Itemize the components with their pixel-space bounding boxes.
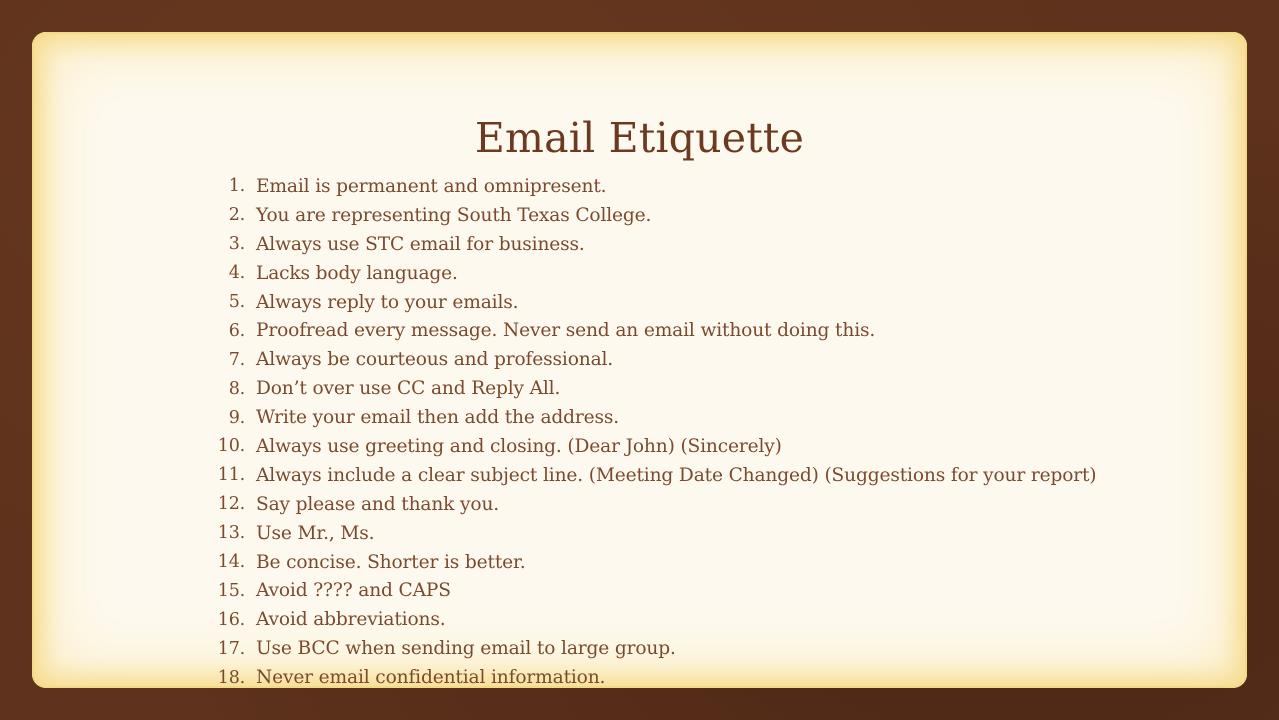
list-item-number: 10. xyxy=(217,436,245,457)
list-item xyxy=(202,259,1096,288)
etiquette-list xyxy=(202,172,1096,688)
list-item xyxy=(202,345,1096,374)
list-item xyxy=(202,374,1096,403)
list-item-number: 1. xyxy=(228,176,245,197)
list-item-number: 18. xyxy=(217,667,245,688)
list-item xyxy=(202,605,1096,634)
list-item-text: Always be courteous and professional. xyxy=(256,349,614,371)
list-item-number: 14. xyxy=(217,552,245,573)
list-item-text: Use Mr., Ms. xyxy=(256,522,375,544)
list-item-text: Write your email then add the address. xyxy=(256,407,620,429)
list-item xyxy=(202,201,1096,230)
list-item-text: Always use greeting and closing. (Dear John) (Sincerely) xyxy=(256,435,782,457)
slide-title: Email Etiquette xyxy=(474,114,805,162)
list-item-text: You are representing South Texas College. xyxy=(256,204,652,226)
list-item-text: Email is permanent and omnipresent. xyxy=(256,175,607,197)
list-item-text: Don’t over use CC and Reply All. xyxy=(256,378,561,400)
list-item xyxy=(202,461,1096,490)
list-item-number: 6. xyxy=(228,320,245,341)
list-item-number: 12. xyxy=(217,494,245,515)
list-item-number: 8. xyxy=(228,378,245,399)
list-item xyxy=(202,490,1096,519)
list-item-text: Avoid abbreviations. xyxy=(256,609,446,631)
list-item xyxy=(202,172,1096,201)
list-item-number: 5. xyxy=(228,292,245,312)
list-item-number: 7. xyxy=(228,349,245,370)
list-item-text: Always use STC email for business. xyxy=(256,233,585,255)
list-item-number: 16. xyxy=(217,609,245,630)
list-item-number: 13. xyxy=(217,523,245,544)
list-item xyxy=(202,432,1096,461)
list-item-text: Always include a clear subject line. (Meeting Date Changed) (Suggestions for your report) xyxy=(256,464,1097,486)
list-item-number: 2. xyxy=(228,205,245,226)
list-item xyxy=(202,230,1096,259)
list-item xyxy=(202,548,1096,577)
list-item xyxy=(202,316,1096,345)
list-item-number: 11. xyxy=(217,465,245,486)
list-item-text: Proofread every message. Never send an email without doing this. xyxy=(256,320,876,342)
list-item xyxy=(202,576,1096,605)
list-item xyxy=(202,403,1096,432)
list-item-number: 3. xyxy=(228,234,245,255)
list-item-number: 17. xyxy=(217,638,245,659)
list-item-text: Lacks body language. xyxy=(256,262,458,284)
list-item-text: Avoid ???? and CAPS xyxy=(256,580,451,602)
list-item-text: Always reply to your emails. xyxy=(256,291,519,313)
list-item-text: Say please and thank you. xyxy=(256,493,500,515)
list-item-text: Never email confidential information. xyxy=(256,667,606,688)
list-item-number: 4. xyxy=(228,263,245,284)
list-item xyxy=(202,634,1096,663)
list-item-text: Be concise. Shorter is better. xyxy=(256,551,526,573)
slide-card xyxy=(32,32,1247,688)
list-item-number: 9. xyxy=(228,407,245,428)
list-item-number: 15. xyxy=(217,580,245,601)
list-item xyxy=(202,519,1096,548)
list-item-text: Use BCC when sending email to large group. xyxy=(256,638,676,660)
list-item xyxy=(202,288,1096,317)
list-item xyxy=(202,663,1096,688)
